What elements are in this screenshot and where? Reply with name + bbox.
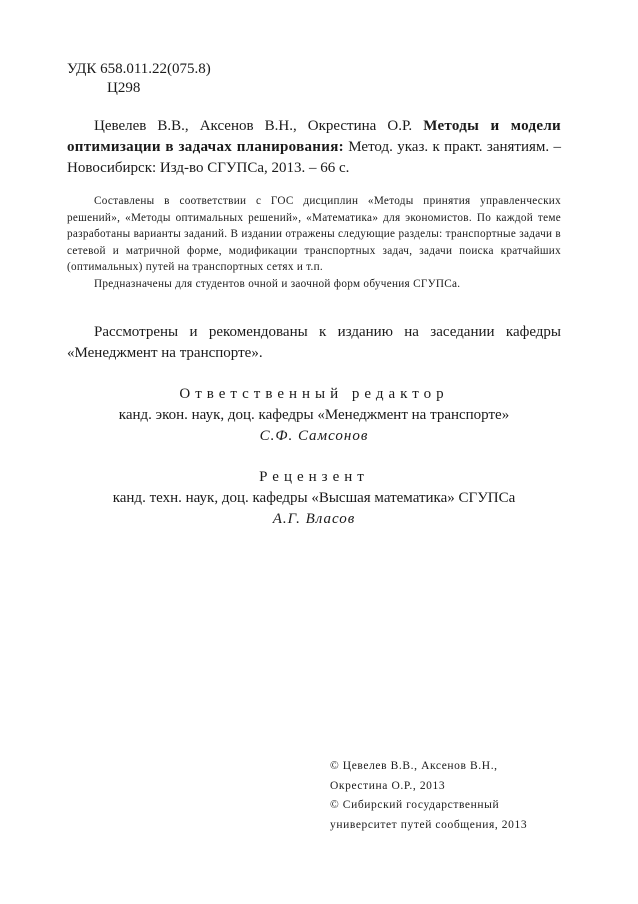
editor-role: Ответственный редактор — [179, 386, 449, 402]
copyright-line: © Цевелев В.В., Аксенов В.Н., — [330, 760, 498, 772]
reviewer-name: А.Г. Власов — [272, 511, 356, 527]
udc-block — [67, 60, 561, 98]
editor-name: С.Ф. Самсонов — [259, 428, 369, 444]
copyright-line: университет путей сообщения, 2013 — [330, 818, 528, 831]
author-mark: Ц298 — [107, 80, 141, 96]
biblio-details: Метод. указ. к практ. занятиям. – Новосибирск: Изд-во СГУПСа, 2013. – 66 с. — [67, 139, 561, 176]
reviewer-position: канд. техн. наук, доц. кафедры «Высшая математика» СГУПСа — [112, 490, 516, 506]
abstract-paragraph: Предназначены для студентов очной и заочной форм обучения СГУПСа. — [94, 277, 461, 290]
udc-code: УДК 658.011.22(075.8) — [67, 61, 211, 77]
biblio-authors: Цевелев В.В., Аксенов В.Н., Окрестина О.Р. — [94, 118, 413, 134]
abstract-paragraph: Составлены в соответствии с ГОС дисциплин «Методы принятия управленческих решений», «Методы оптимальных решений», «Математика» для экономистов. По каждой теме разработаны варианты заданий. В издании отражены следующие разделы: транспортные задачи в сетевой и матричной форме, модификации транспортных задач, задачи поиска кратчайших (оптимальных) путей на транспортных сетях и т.п. — [67, 195, 561, 273]
reviewer-role: Рецензент — [259, 469, 369, 485]
document-page — [67, 60, 561, 530]
copyright-block — [330, 757, 570, 835]
copyright-line: © Сибирский государственный — [330, 799, 500, 811]
biblio-title: Методы и модели оптимизации в задачах планирования: — [67, 118, 561, 155]
bibliographic-record — [67, 116, 561, 179]
approval-statement: Рассмотрены и рекомендованы к изданию на заседании кафедры «Менеджмент на транспорте». — [67, 324, 561, 361]
editor-position: канд. экон. наук, доц. кафедры «Менеджмент на транспорте» — [118, 407, 510, 423]
copyright-line: Окрестина О.Р., 2013 — [330, 779, 446, 792]
abstract — [67, 193, 561, 292]
